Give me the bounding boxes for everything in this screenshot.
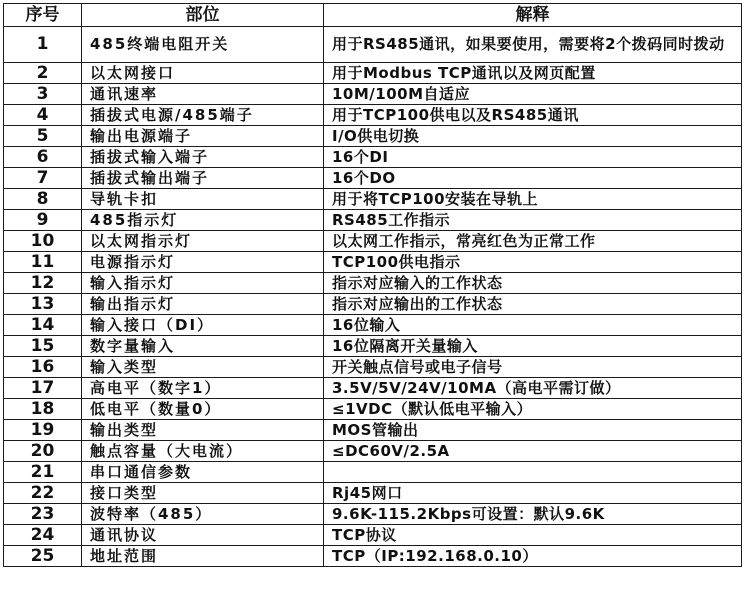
row-number: 1 bbox=[4, 27, 82, 63]
row-part: 触点容量（大电流） bbox=[82, 441, 324, 462]
table-row bbox=[4, 210, 742, 231]
row-number: 21 bbox=[4, 462, 82, 483]
table-row bbox=[4, 483, 742, 504]
table-row bbox=[4, 336, 742, 357]
row-description: 16个DI bbox=[324, 147, 742, 168]
row-part: 数字量输入 bbox=[82, 336, 324, 357]
row-part: 输入接口（DI） bbox=[82, 315, 324, 336]
row-description: 用于TCP100供电以及RS485通讯 bbox=[324, 105, 742, 126]
row-part: 以太网指示灯 bbox=[82, 231, 324, 252]
parts-table bbox=[3, 3, 742, 567]
row-number: 14 bbox=[4, 315, 82, 336]
row-number: 10 bbox=[4, 231, 82, 252]
row-description: 3.5V/5V/24V/10MA（高电平需订做） bbox=[324, 378, 742, 399]
row-number: 18 bbox=[4, 399, 82, 420]
row-number: 19 bbox=[4, 420, 82, 441]
row-description: 指示对应输入的工作状态 bbox=[324, 273, 742, 294]
row-description: TCP协议 bbox=[324, 525, 742, 546]
row-part: 导轨卡扣 bbox=[82, 189, 324, 210]
row-number: 11 bbox=[4, 252, 82, 273]
row-number: 23 bbox=[4, 504, 82, 525]
row-description: 16位输入 bbox=[324, 315, 742, 336]
table-row bbox=[4, 168, 742, 189]
table-row bbox=[4, 27, 742, 63]
row-part: 波特率（485） bbox=[82, 504, 324, 525]
row-number: 12 bbox=[4, 273, 82, 294]
row-description: 16个DO bbox=[324, 168, 742, 189]
row-number: 3 bbox=[4, 84, 82, 105]
row-part: 串口通信参数 bbox=[82, 462, 324, 483]
row-number: 13 bbox=[4, 294, 82, 315]
table-row bbox=[4, 546, 742, 567]
table-row bbox=[4, 504, 742, 525]
row-number: 2 bbox=[4, 63, 82, 84]
row-description: 10M/100M自适应 bbox=[324, 84, 742, 105]
row-part: 输入指示灯 bbox=[82, 273, 324, 294]
row-part: 插拔式输入端子 bbox=[82, 147, 324, 168]
row-number: 6 bbox=[4, 147, 82, 168]
row-part: 输出电源端子 bbox=[82, 126, 324, 147]
row-part: 485终端电阻开关 bbox=[82, 27, 324, 63]
row-description: 16位隔离开关量输入 bbox=[324, 336, 742, 357]
table-row bbox=[4, 231, 742, 252]
row-number: 20 bbox=[4, 441, 82, 462]
row-description: TCP100供电指示 bbox=[324, 252, 742, 273]
row-description: 9.6K-115.2Kbps可设置：默认9.6K bbox=[324, 504, 742, 525]
row-description: 用于Modbus TCP通讯以及网页配置 bbox=[324, 63, 742, 84]
row-number: 8 bbox=[4, 189, 82, 210]
header-part: 部位 bbox=[82, 4, 324, 27]
row-part: 接口类型 bbox=[82, 483, 324, 504]
table-row bbox=[4, 252, 742, 273]
table-row bbox=[4, 84, 742, 105]
row-number: 5 bbox=[4, 126, 82, 147]
row-description: Rj45网口 bbox=[324, 483, 742, 504]
row-part: 地址范围 bbox=[82, 546, 324, 567]
row-number: 22 bbox=[4, 483, 82, 504]
table-row bbox=[4, 126, 742, 147]
row-number: 15 bbox=[4, 336, 82, 357]
header-row bbox=[4, 4, 742, 27]
table-row bbox=[4, 525, 742, 546]
row-number: 16 bbox=[4, 357, 82, 378]
table-row bbox=[4, 294, 742, 315]
row-number: 9 bbox=[4, 210, 82, 231]
table-row bbox=[4, 378, 742, 399]
row-number: 25 bbox=[4, 546, 82, 567]
row-description: I/O供电切换 bbox=[324, 126, 742, 147]
row-part: 输出指示灯 bbox=[82, 294, 324, 315]
spec-sheet bbox=[3, 3, 741, 567]
row-part: 插拔式输出端子 bbox=[82, 168, 324, 189]
table-row bbox=[4, 147, 742, 168]
row-part: 高电平（数字1） bbox=[82, 378, 324, 399]
row-description: 指示对应输出的工作状态 bbox=[324, 294, 742, 315]
table-row bbox=[4, 273, 742, 294]
header-description: 解释 bbox=[324, 4, 742, 27]
table-row bbox=[4, 105, 742, 126]
row-description: 开关触点信号或电子信号 bbox=[324, 357, 742, 378]
table-row bbox=[4, 357, 742, 378]
table-row bbox=[4, 441, 742, 462]
table-row bbox=[4, 462, 742, 483]
row-description: MOS管输出 bbox=[324, 420, 742, 441]
row-number: 17 bbox=[4, 378, 82, 399]
row-part: 输入类型 bbox=[82, 357, 324, 378]
row-part: 低电平（数量0） bbox=[82, 399, 324, 420]
row-description: TCP（IP:192.168.0.10） bbox=[324, 546, 742, 567]
row-description: RS485工作指示 bbox=[324, 210, 742, 231]
row-number: 7 bbox=[4, 168, 82, 189]
row-part: 通讯协议 bbox=[82, 525, 324, 546]
row-part: 输出类型 bbox=[82, 420, 324, 441]
table-row bbox=[4, 420, 742, 441]
table-row bbox=[4, 315, 742, 336]
table-row bbox=[4, 63, 742, 84]
row-description: 用于RS485通讯，如果要使用，需要将2个拨码同时拨动 bbox=[324, 27, 742, 63]
row-part: 以太网接口 bbox=[82, 63, 324, 84]
table-row bbox=[4, 399, 742, 420]
row-number: 24 bbox=[4, 525, 82, 546]
row-description: 用于将TCP100安装在导轨上 bbox=[324, 189, 742, 210]
header-number: 序号 bbox=[4, 4, 82, 27]
row-description: 以太网工作指示，常亮红色为正常工作 bbox=[324, 231, 742, 252]
row-part: 插拔式电源/485端子 bbox=[82, 105, 324, 126]
row-part: 485指示灯 bbox=[82, 210, 324, 231]
table-row bbox=[4, 189, 742, 210]
row-part: 电源指示灯 bbox=[82, 252, 324, 273]
row-description bbox=[324, 462, 742, 483]
row-description: ≤1VDC（默认低电平输入） bbox=[324, 399, 742, 420]
row-number: 4 bbox=[4, 105, 82, 126]
row-part: 通讯速率 bbox=[82, 84, 324, 105]
row-description: ≤DC60V/2.5A bbox=[324, 441, 742, 462]
